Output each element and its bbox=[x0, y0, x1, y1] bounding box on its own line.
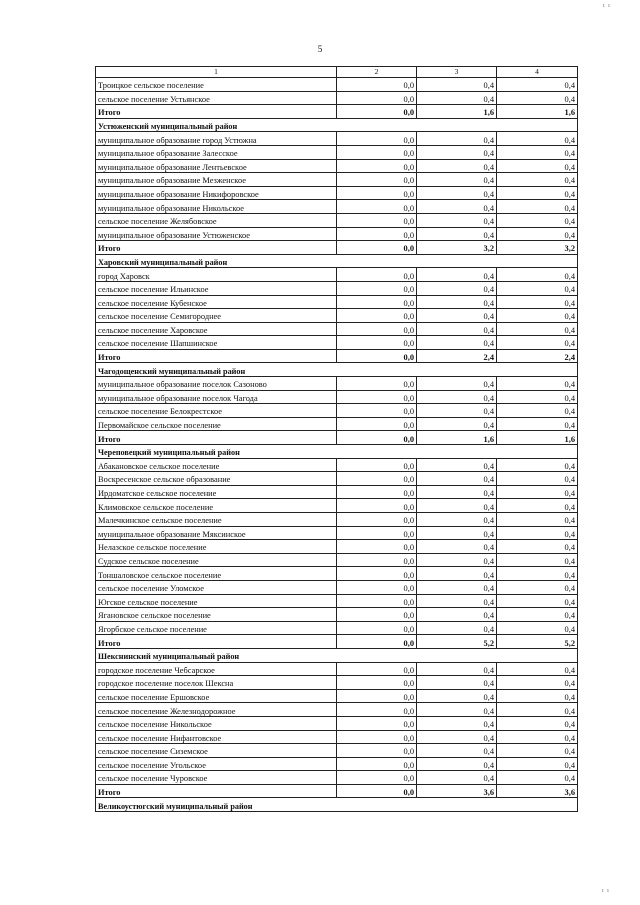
value-col-3: 0,4 bbox=[417, 404, 497, 418]
value-col-3: 0,4 bbox=[417, 200, 497, 214]
value-col-3: 0,4 bbox=[417, 295, 497, 309]
settlement-name: муниципальное образование Никольское bbox=[96, 200, 337, 214]
value-col-2: 0,0 bbox=[337, 594, 417, 608]
value-col-2: 0,0 bbox=[337, 105, 417, 119]
district-header-row bbox=[96, 648, 578, 662]
settlement-name: Ирдоматское сельское поселение bbox=[96, 485, 337, 499]
value-col-4: 0,4 bbox=[497, 513, 578, 527]
settlement-name: сельское поселение Ершовское bbox=[96, 689, 337, 703]
total-row bbox=[96, 349, 578, 363]
settlement-name: сельское поселение Харовское bbox=[96, 322, 337, 336]
settlement-name: Ягановское сельское поселение bbox=[96, 608, 337, 622]
value-col-2: 0,0 bbox=[337, 689, 417, 703]
value-col-3: 0,4 bbox=[417, 540, 497, 554]
table-row bbox=[96, 472, 578, 486]
value-col-4: 0,4 bbox=[497, 540, 578, 554]
value-col-2: 0,0 bbox=[337, 213, 417, 227]
column-header-2: 2 bbox=[337, 67, 417, 78]
settlement-name: сельское поселение Шапшинское bbox=[96, 336, 337, 350]
value-col-4: 0,4 bbox=[497, 227, 578, 241]
value-col-2: 0,0 bbox=[337, 635, 417, 649]
total-row bbox=[96, 784, 578, 798]
value-col-4: 0,4 bbox=[497, 458, 578, 472]
district-name: Великоустюгский муниципальный район bbox=[96, 798, 578, 812]
value-col-3: 0,4 bbox=[417, 594, 497, 608]
value-col-2: 0,0 bbox=[337, 499, 417, 513]
value-col-4: 0,4 bbox=[497, 621, 578, 635]
value-col-4: 0,4 bbox=[497, 567, 578, 581]
table-row bbox=[96, 336, 578, 350]
value-col-3: 0,4 bbox=[417, 744, 497, 758]
table-row bbox=[96, 485, 578, 499]
value-col-4: 0,4 bbox=[497, 200, 578, 214]
value-col-3: 1,6 bbox=[417, 431, 497, 445]
value-col-2: 0,0 bbox=[337, 145, 417, 159]
table-row bbox=[96, 322, 578, 336]
settlement-name: муниципальное образование Мяксинское bbox=[96, 526, 337, 540]
table-row bbox=[96, 553, 578, 567]
value-col-4: 0,4 bbox=[497, 213, 578, 227]
table-header-row bbox=[96, 67, 578, 78]
table-row bbox=[96, 608, 578, 622]
value-col-4: 0,4 bbox=[497, 322, 578, 336]
value-col-4: 0,4 bbox=[497, 173, 578, 187]
value-col-3: 0,4 bbox=[417, 159, 497, 173]
district-name: Шекснинский муниципальный район bbox=[96, 648, 578, 662]
settlement-name: Ягорбское сельское поселение bbox=[96, 621, 337, 635]
table-row bbox=[96, 499, 578, 513]
value-col-4: 0,4 bbox=[497, 404, 578, 418]
table-row bbox=[96, 621, 578, 635]
value-col-2: 0,0 bbox=[337, 608, 417, 622]
settlement-name: городское поселение Чебсарское bbox=[96, 662, 337, 676]
value-col-4: 0,4 bbox=[497, 703, 578, 717]
value-col-3: 0,4 bbox=[417, 336, 497, 350]
value-col-2: 0,0 bbox=[337, 78, 417, 92]
value-col-3: 0,4 bbox=[417, 526, 497, 540]
settlement-name: Климовское сельское поселение bbox=[96, 499, 337, 513]
value-col-4: 0,4 bbox=[497, 757, 578, 771]
value-col-2: 0,0 bbox=[337, 784, 417, 798]
value-col-2: 0,0 bbox=[337, 200, 417, 214]
total-row bbox=[96, 431, 578, 445]
settlement-name: сельское поселение Белокрестское bbox=[96, 404, 337, 418]
value-col-3: 0,4 bbox=[417, 621, 497, 635]
value-col-3: 0,4 bbox=[417, 499, 497, 513]
district-name: Череповецкий муниципальный район bbox=[96, 445, 578, 459]
total-row bbox=[96, 105, 578, 119]
settlement-name: сельское поселение Угольское bbox=[96, 757, 337, 771]
value-col-2: 0,0 bbox=[337, 309, 417, 323]
settlement-name: Абакановское сельское поселение bbox=[96, 458, 337, 472]
settlement-name: сельское поселение Чуровское bbox=[96, 771, 337, 785]
value-col-4: 0,4 bbox=[497, 309, 578, 323]
value-col-3: 0,4 bbox=[417, 689, 497, 703]
settlement-name: муниципальное образование Залесское bbox=[96, 145, 337, 159]
value-col-3: 0,4 bbox=[417, 91, 497, 105]
value-col-3: 0,4 bbox=[417, 186, 497, 200]
table-row bbox=[96, 594, 578, 608]
value-col-2: 0,0 bbox=[337, 268, 417, 282]
settlement-name: сельское поселение Устьянское bbox=[96, 91, 337, 105]
value-col-4: 0,4 bbox=[497, 744, 578, 758]
value-col-3: 0,4 bbox=[417, 730, 497, 744]
table-row bbox=[96, 132, 578, 146]
value-col-3: 0,4 bbox=[417, 757, 497, 771]
settlement-name: сельское поселение Уломское bbox=[96, 580, 337, 594]
value-col-4: 0,4 bbox=[497, 472, 578, 486]
table-row bbox=[96, 458, 578, 472]
table-row bbox=[96, 757, 578, 771]
value-col-3: 0,4 bbox=[417, 173, 497, 187]
value-col-2: 0,0 bbox=[337, 417, 417, 431]
corner-mark-top: ı ı bbox=[603, 3, 611, 9]
total-row bbox=[96, 241, 578, 255]
value-col-2: 0,0 bbox=[337, 186, 417, 200]
table-row bbox=[96, 309, 578, 323]
table-row bbox=[96, 417, 578, 431]
value-col-3: 0,4 bbox=[417, 485, 497, 499]
value-col-4: 0,4 bbox=[497, 771, 578, 785]
value-col-4: 0,4 bbox=[497, 78, 578, 92]
value-col-3: 0,4 bbox=[417, 676, 497, 690]
settlement-name: Нелазское сельское поселение bbox=[96, 540, 337, 554]
value-col-2: 0,0 bbox=[337, 567, 417, 581]
value-col-4: 0,4 bbox=[497, 281, 578, 295]
settlement-name: сельское поселение Ильинское bbox=[96, 281, 337, 295]
value-col-4: 1,6 bbox=[497, 431, 578, 445]
value-col-4: 0,4 bbox=[497, 390, 578, 404]
value-col-4: 0,4 bbox=[497, 336, 578, 350]
settlement-name: сельское поселение Семигороднее bbox=[96, 309, 337, 323]
table-row bbox=[96, 78, 578, 92]
settlement-name: Троицкое сельское поселение bbox=[96, 78, 337, 92]
value-col-3: 0,4 bbox=[417, 132, 497, 146]
value-col-4: 0,4 bbox=[497, 132, 578, 146]
value-col-3: 0,4 bbox=[417, 268, 497, 282]
value-col-4: 0,4 bbox=[497, 730, 578, 744]
settlement-name: городское поселение поселок Шексна bbox=[96, 676, 337, 690]
value-col-2: 0,0 bbox=[337, 540, 417, 554]
district-header-row bbox=[96, 254, 578, 268]
value-col-2: 0,0 bbox=[337, 377, 417, 391]
table-row bbox=[96, 295, 578, 309]
value-col-2: 0,0 bbox=[337, 580, 417, 594]
value-col-3: 0,4 bbox=[417, 458, 497, 472]
table-row bbox=[96, 771, 578, 785]
value-col-3: 0,4 bbox=[417, 771, 497, 785]
value-col-2: 0,0 bbox=[337, 526, 417, 540]
total-label: Итого bbox=[96, 241, 337, 255]
district-header-row bbox=[96, 798, 578, 812]
value-col-3: 0,4 bbox=[417, 309, 497, 323]
value-col-3: 0,4 bbox=[417, 390, 497, 404]
district-name: Харовский муниципальный район bbox=[96, 254, 578, 268]
value-col-4: 0,4 bbox=[497, 145, 578, 159]
settlement-name: сельское поселение Нифантовское bbox=[96, 730, 337, 744]
table-row bbox=[96, 540, 578, 554]
value-col-2: 0,0 bbox=[337, 716, 417, 730]
value-col-3: 3,6 bbox=[417, 784, 497, 798]
total-label: Итого bbox=[96, 349, 337, 363]
table-row bbox=[96, 200, 578, 214]
settlement-name: муниципальное образование поселок Чагода bbox=[96, 390, 337, 404]
table-row bbox=[96, 186, 578, 200]
value-col-2: 0,0 bbox=[337, 513, 417, 527]
value-col-3: 0,4 bbox=[417, 608, 497, 622]
settlement-name: Судское сельское поселение bbox=[96, 553, 337, 567]
table-row bbox=[96, 526, 578, 540]
settlement-name: сельское поселение Железнодорожное bbox=[96, 703, 337, 717]
table-row bbox=[96, 159, 578, 173]
value-col-3: 0,4 bbox=[417, 281, 497, 295]
value-col-3: 0,4 bbox=[417, 213, 497, 227]
value-col-2: 0,0 bbox=[337, 485, 417, 499]
settlement-name: город Харовск bbox=[96, 268, 337, 282]
value-col-2: 0,0 bbox=[337, 553, 417, 567]
value-col-4: 0,4 bbox=[497, 485, 578, 499]
value-col-2: 0,0 bbox=[337, 662, 417, 676]
table-row bbox=[96, 404, 578, 418]
value-col-2: 0,0 bbox=[337, 322, 417, 336]
value-col-2: 0,0 bbox=[337, 132, 417, 146]
table-row bbox=[96, 281, 578, 295]
value-col-2: 0,0 bbox=[337, 241, 417, 255]
value-col-2: 0,0 bbox=[337, 757, 417, 771]
value-col-4: 0,4 bbox=[497, 417, 578, 431]
value-col-2: 0,0 bbox=[337, 336, 417, 350]
value-col-4: 2,4 bbox=[497, 349, 578, 363]
settlement-name: муниципальное образование поселок Сазоново bbox=[96, 377, 337, 391]
total-label: Итого bbox=[96, 105, 337, 119]
settlement-name: сельское поселение Желябовское bbox=[96, 213, 337, 227]
settlement-name: Тоншаловское сельское поселение bbox=[96, 567, 337, 581]
district-header-row bbox=[96, 445, 578, 459]
settlement-name: Первомайское сельское поселение bbox=[96, 417, 337, 431]
value-col-3: 0,4 bbox=[417, 227, 497, 241]
value-col-4: 0,4 bbox=[497, 295, 578, 309]
value-col-2: 0,0 bbox=[337, 431, 417, 445]
value-col-2: 0,0 bbox=[337, 744, 417, 758]
value-col-3: 0,4 bbox=[417, 567, 497, 581]
value-col-4: 0,4 bbox=[497, 594, 578, 608]
value-col-4: 0,4 bbox=[497, 689, 578, 703]
value-col-2: 0,0 bbox=[337, 173, 417, 187]
table-row bbox=[96, 213, 578, 227]
table-row bbox=[96, 676, 578, 690]
table-row bbox=[96, 390, 578, 404]
value-col-3: 0,4 bbox=[417, 513, 497, 527]
budget-table bbox=[95, 66, 578, 812]
settlement-name: муниципальное образование Мезженское bbox=[96, 173, 337, 187]
value-col-4: 0,4 bbox=[497, 186, 578, 200]
value-col-3: 3,2 bbox=[417, 241, 497, 255]
value-col-2: 0,0 bbox=[337, 295, 417, 309]
value-col-3: 0,4 bbox=[417, 322, 497, 336]
value-col-4: 0,4 bbox=[497, 553, 578, 567]
value-col-3: 5,2 bbox=[417, 635, 497, 649]
value-col-4: 0,4 bbox=[497, 608, 578, 622]
value-col-3: 0,4 bbox=[417, 145, 497, 159]
settlement-name: сельское поселение Кубенское bbox=[96, 295, 337, 309]
table-row bbox=[96, 227, 578, 241]
page-number: 5 bbox=[317, 44, 323, 54]
settlement-name: Малечкинское сельское поселение bbox=[96, 513, 337, 527]
district-name: Чагодощенский муниципальный район bbox=[96, 363, 578, 377]
value-col-3: 0,4 bbox=[417, 553, 497, 567]
total-label: Итого bbox=[96, 431, 337, 445]
value-col-4: 3,6 bbox=[497, 784, 578, 798]
table-body bbox=[96, 67, 578, 812]
value-col-3: 0,4 bbox=[417, 662, 497, 676]
value-col-4: 0,4 bbox=[497, 91, 578, 105]
total-row bbox=[96, 635, 578, 649]
value-col-2: 0,0 bbox=[337, 621, 417, 635]
table-row bbox=[96, 689, 578, 703]
table-row bbox=[96, 173, 578, 187]
settlement-name: муниципальное образование город Устюжна bbox=[96, 132, 337, 146]
value-col-2: 0,0 bbox=[337, 730, 417, 744]
table-row bbox=[96, 513, 578, 527]
table-row bbox=[96, 662, 578, 676]
table-row bbox=[96, 744, 578, 758]
value-col-4: 0,4 bbox=[497, 377, 578, 391]
value-col-4: 1,6 bbox=[497, 105, 578, 119]
table-row bbox=[96, 268, 578, 282]
value-col-2: 0,0 bbox=[337, 281, 417, 295]
value-col-4: 0,4 bbox=[497, 159, 578, 173]
settlement-name: муниципальное образование Никифоровское bbox=[96, 186, 337, 200]
value-col-3: 0,4 bbox=[417, 580, 497, 594]
value-col-3: 0,4 bbox=[417, 703, 497, 717]
corner-mark-bottom: ı ı bbox=[602, 888, 610, 894]
value-col-4: 0,4 bbox=[497, 526, 578, 540]
table-row bbox=[96, 91, 578, 105]
table-row bbox=[96, 730, 578, 744]
value-col-2: 0,0 bbox=[337, 349, 417, 363]
table-row bbox=[96, 567, 578, 581]
district-header-row bbox=[96, 363, 578, 377]
value-col-2: 0,0 bbox=[337, 227, 417, 241]
value-col-3: 0,4 bbox=[417, 716, 497, 730]
value-col-3: 0,4 bbox=[417, 78, 497, 92]
column-header-1: 1 bbox=[96, 67, 337, 78]
value-col-3: 0,4 bbox=[417, 472, 497, 486]
settlement-name: муниципальное образование Устюженское bbox=[96, 227, 337, 241]
district-name: Устюженский муниципальный район bbox=[96, 118, 578, 132]
value-col-2: 0,0 bbox=[337, 472, 417, 486]
value-col-2: 0,0 bbox=[337, 458, 417, 472]
value-col-2: 0,0 bbox=[337, 390, 417, 404]
settlement-name: Воскресенское сельское образование bbox=[96, 472, 337, 486]
total-label: Итого bbox=[96, 784, 337, 798]
value-col-2: 0,0 bbox=[337, 404, 417, 418]
value-col-3: 0,4 bbox=[417, 377, 497, 391]
district-header-row bbox=[96, 118, 578, 132]
column-header-3: 3 bbox=[417, 67, 497, 78]
value-col-4: 0,4 bbox=[497, 580, 578, 594]
value-col-4: 3,2 bbox=[497, 241, 578, 255]
value-col-4: 0,4 bbox=[497, 676, 578, 690]
value-col-4: 0,4 bbox=[497, 499, 578, 513]
settlement-name: сельское поселение Сиземское bbox=[96, 744, 337, 758]
total-label: Итого bbox=[96, 635, 337, 649]
value-col-3: 2,4 bbox=[417, 349, 497, 363]
table-row bbox=[96, 703, 578, 717]
value-col-3: 0,4 bbox=[417, 417, 497, 431]
value-col-4: 5,2 bbox=[497, 635, 578, 649]
value-col-2: 0,0 bbox=[337, 676, 417, 690]
value-col-4: 0,4 bbox=[497, 716, 578, 730]
column-header-4: 4 bbox=[497, 67, 578, 78]
value-col-2: 0,0 bbox=[337, 159, 417, 173]
value-col-3: 1,6 bbox=[417, 105, 497, 119]
value-col-4: 0,4 bbox=[497, 662, 578, 676]
table-row bbox=[96, 580, 578, 594]
settlement-name: сельское поселение Никольское bbox=[96, 716, 337, 730]
value-col-2: 0,0 bbox=[337, 771, 417, 785]
value-col-4: 0,4 bbox=[497, 268, 578, 282]
table-row bbox=[96, 145, 578, 159]
settlement-name: Югское сельское поселение bbox=[96, 594, 337, 608]
value-col-2: 0,0 bbox=[337, 91, 417, 105]
settlement-name: муниципальное образование Лентьевское bbox=[96, 159, 337, 173]
table-row bbox=[96, 377, 578, 391]
value-col-2: 0,0 bbox=[337, 703, 417, 717]
table-row bbox=[96, 716, 578, 730]
